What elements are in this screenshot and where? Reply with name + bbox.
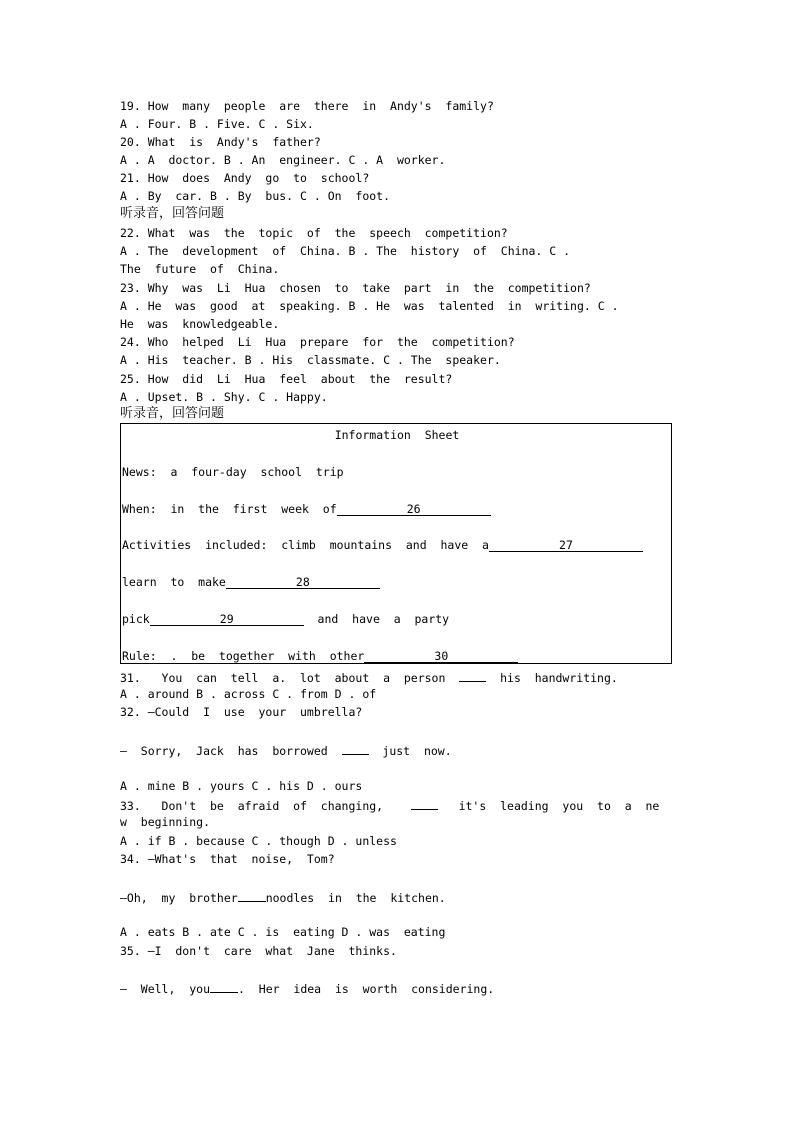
information-sheet-box (120, 423, 672, 664)
question-31-stem (120, 667, 680, 685)
question-32-reply (120, 740, 680, 758)
blank-29[interactable]: 29 (150, 611, 304, 626)
info-pick (122, 610, 449, 628)
info-rule (122, 647, 518, 665)
question-20-stem: 20. What is Andy's father? (120, 135, 321, 149)
question-22-stem: 22. What was the topic of the speech competition? (120, 226, 508, 240)
question-31-text-end: his handwriting. (486, 671, 618, 685)
info-news: News: a four-day school trip (122, 465, 344, 479)
question-35-reply (120, 978, 680, 996)
info-learn (122, 573, 380, 591)
question-22-options-cont: The future of China. (120, 262, 280, 276)
question-21-options: A . By car. B . By bus. C . On foot. (120, 189, 391, 203)
question-32-reply-end: just now. (368, 744, 452, 758)
question-33-text: 33. Don't be afraid of changing, (120, 799, 411, 813)
question-33-options: A . if B . because C . though D . unless (120, 834, 397, 848)
question-25-options: A . Upset. B . Shy. C . Happy. (120, 390, 328, 404)
question-33-stem (120, 795, 680, 813)
question-22-options: A . The development of China. B . The history of China. C . (120, 244, 571, 258)
question-20-options: A . A doctor. B . An engineer. C . A worker. (120, 153, 446, 167)
question-23-stem: 23. Why was Li Hua chosen to take part in the competition? (120, 281, 591, 295)
question-25-stem: 25. How did Li Hua feel about the result? (120, 372, 453, 386)
blank-26[interactable]: 26 (337, 501, 491, 516)
blank-28[interactable]: 28 (226, 574, 380, 589)
info-when-label: When: in the first week of (122, 502, 337, 516)
question-19-options: A . Four. B . Five. C . Six. (120, 117, 314, 131)
info-activities-label: Activities included: climb mountains and have a (122, 538, 489, 552)
section-heading-listening: 听录音，回答问题 (120, 206, 225, 221)
question-34-reply-text: —Oh, my brother (120, 891, 238, 905)
blank-27[interactable]: 27 (489, 537, 643, 552)
question-32-options: A . mine B . yours C . his D . ours (120, 779, 363, 793)
question-32-blank[interactable] (342, 740, 369, 755)
question-35-blank[interactable] (210, 978, 238, 993)
info-pick-suffix: and have a party (303, 612, 450, 626)
info-learn-label: learn to make (122, 575, 226, 589)
question-34-stem: 34. —What's that noise, Tom? (120, 852, 335, 866)
question-31-text: 31. You can tell a. lot about a person (120, 671, 460, 685)
question-34-reply-end: noodles in the kitchen. (265, 891, 446, 905)
question-24-stem: 24. Who helped Li Hua prepare for the competition? (120, 335, 515, 349)
question-34-options: A . eats B . ate C . is eating D . was eating (120, 925, 446, 939)
question-33-blank[interactable] (411, 795, 438, 810)
question-35-reply-text: — Well, you (120, 982, 211, 996)
question-31-blank[interactable] (459, 667, 486, 682)
info-when (122, 500, 491, 518)
question-34-reply (120, 887, 680, 905)
question-21-stem: 21. How does Andy go to school? (120, 171, 370, 185)
information-sheet-title: Information Sheet (334, 428, 460, 442)
question-33-stem-cont: w beginning. (120, 815, 211, 829)
question-35-stem: 35. —I don't care what Jane thinks. (120, 944, 397, 958)
question-32-reply-text: — Sorry, Jack has borrowed (120, 744, 342, 758)
info-activities (122, 536, 643, 554)
question-35-reply-end: . Her idea is worth considering. (238, 982, 495, 996)
question-34-blank[interactable] (238, 887, 266, 902)
question-31-options: A . around B . across C . from D . of (120, 687, 377, 701)
info-rule-label: Rule: . be together with other (122, 649, 365, 663)
question-23-options-cont: He was knowledgeable. (120, 317, 280, 331)
blank-30[interactable]: 30 (364, 648, 518, 663)
question-32-stem: 32. —Could I use your umbrella? (120, 705, 363, 719)
info-pick-label: pick (122, 612, 150, 626)
question-19-stem: 19. How many people are there in Andy's family? (120, 99, 494, 113)
question-33-text-end: it's leading you to a ne (437, 799, 660, 813)
question-23-options: A . He was good at speaking. B . He was talented in writing. C . (120, 299, 619, 313)
question-24-options: A . His teacher. B . His classmate. C . The speaker. (120, 353, 501, 367)
section-heading-listening: 听录音，回答问题 (120, 406, 225, 421)
